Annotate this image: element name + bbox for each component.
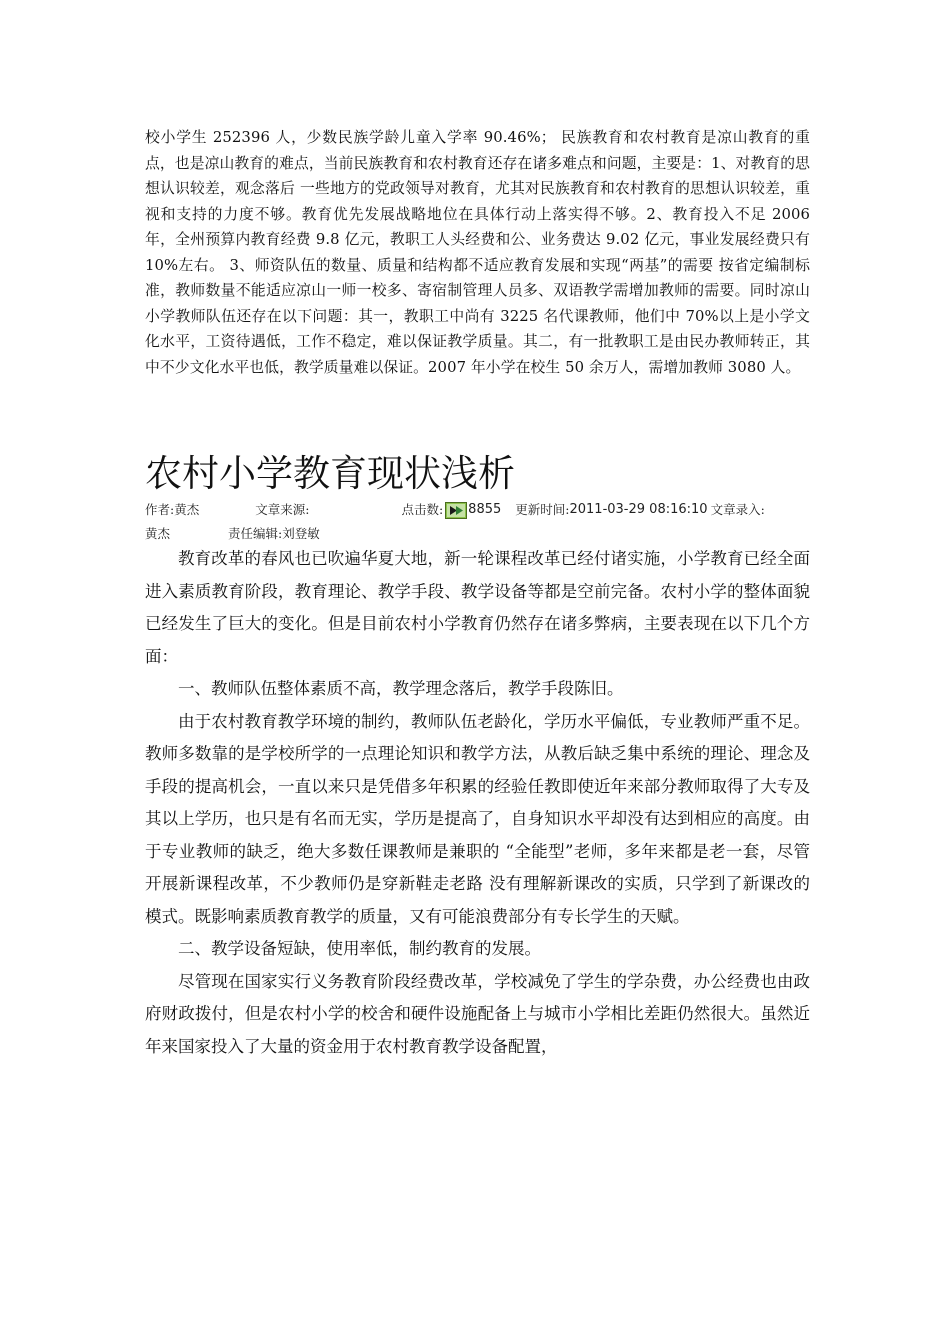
hit-counter-icon [445, 502, 467, 519]
section-heading-2: 二、教学设备短缺，使用率低，制约教育的发展。 [178, 939, 541, 958]
hits-count: 8855 [468, 502, 502, 517]
source-label: 文章来源: [255, 502, 310, 517]
article-title: 农村小学教育现状浅析 [145, 452, 515, 495]
body-paragraph: 尽管现在国家实行义务教育阶段经费改革，学校减免了学生的学杂费，办公经费也由政府财政拨付，但是农村小学的校舍和硬件设施配备上与城市小学相比差距仍然很大。虽然近年来国家投入了大量的资金用于农村教育教学设备配置， [145, 971, 810, 1056]
meta-line-1 [145, 498, 815, 522]
author-label: 作者: [145, 502, 175, 517]
body-paragraph: 由于农村教育教学环境的制约，教师队伍老龄化，学历水平偏低，专业教师严重不足。教师多数靠的是学校所学的一点理论知识和教学方法，从教后缺乏集中系统的理论、理念及手段的提高机会，一直以来只是凭借多年积累的经验任教即使近年来部分教师取得了大专及其以上学历，也只是有名而无实，学历是提高了，自身知识水平却没有达到相应的高度。由于专业教师的缺乏，绝大多数任课教师是兼职的 “全能型”老师，多年来都是老一套，尽管开展新课程改革，不少教师仍是穿新鞋走老路 没有理解新课改的实质，只学到了新课改的模式。既影响素质教育教学的质量，又有可能浪费部分有专长学生的天赋。 [145, 711, 810, 926]
entry-label: 文章录入: [710, 502, 765, 517]
article-meta [145, 498, 815, 546]
updated-label: 更新时间: [515, 502, 570, 517]
hits-label: 点击数: [401, 502, 444, 517]
editor-label: 责任编辑: [228, 526, 283, 541]
author-name: 黄杰 [174, 502, 200, 517]
editor-name: 刘登敏 [282, 526, 320, 541]
intro-paragraph: 校小学生 252396 人，少数民族学龄儿童入学率 90.46%； 民族教育和农村教育是凉山教育的重点，也是凉山教育的难点，当前民族教育和农村教育还存在诸多难点和问题，主要是：1、对教育的思想认识较差，观念落后 一些地方的党政领导对教育，尤其对民族教育和农村教育的思想认识较差，重视和支持的力度不够。教育优先发展战略地位在具体行动上落实得不够。2、教育投入不足 2006 年，全州预算内教育经费 9.8 亿元，教职工人头经费和公、业务费达 9.02 亿元，事业发展经费只有 10%左右。 3、师资队伍的数量、质量和结构都不适应教育发展和实现“两基”的需要 按省定编制标准，教师数量不能适应凉山一师一校多、寄宿制管理人员多、双语教学需增加教师的需要。同时凉山小学教师队伍还存在以下问题：其一，教职工中尚有 3225 名代课教师，他们中 70%以上是小学文化水平，工资待遇低，工作不稳定，难以保证教学质量。其二，有一批教职工是由民办教师转正，其中不少文化水平也低，教学质量难以保证。2007 年小学在校生 50 余万人，需增加教师 3080 人。 [145, 129, 810, 376]
entry-name: 黄杰 [145, 526, 171, 541]
section-heading-1: 一、教师队伍整体素质不高，教学理念落后，教学手段陈旧。 [178, 679, 624, 698]
updated-time: 2011-03-29 08:16:10 [569, 502, 708, 517]
body-paragraph: 教育改革的春风也已吹遍华夏大地，新一轮课程改革已经付诸实施，小学教育已经全面进入素质教育阶段，教育理论、教学手段、教学设备等都是空前完备。农村小学的整体面貌已经发生了巨大的变化。但是目前农村小学教育仍然存在诸多弊病，主要表现在以下几个方面： [145, 549, 810, 666]
article-body [145, 543, 810, 1063]
